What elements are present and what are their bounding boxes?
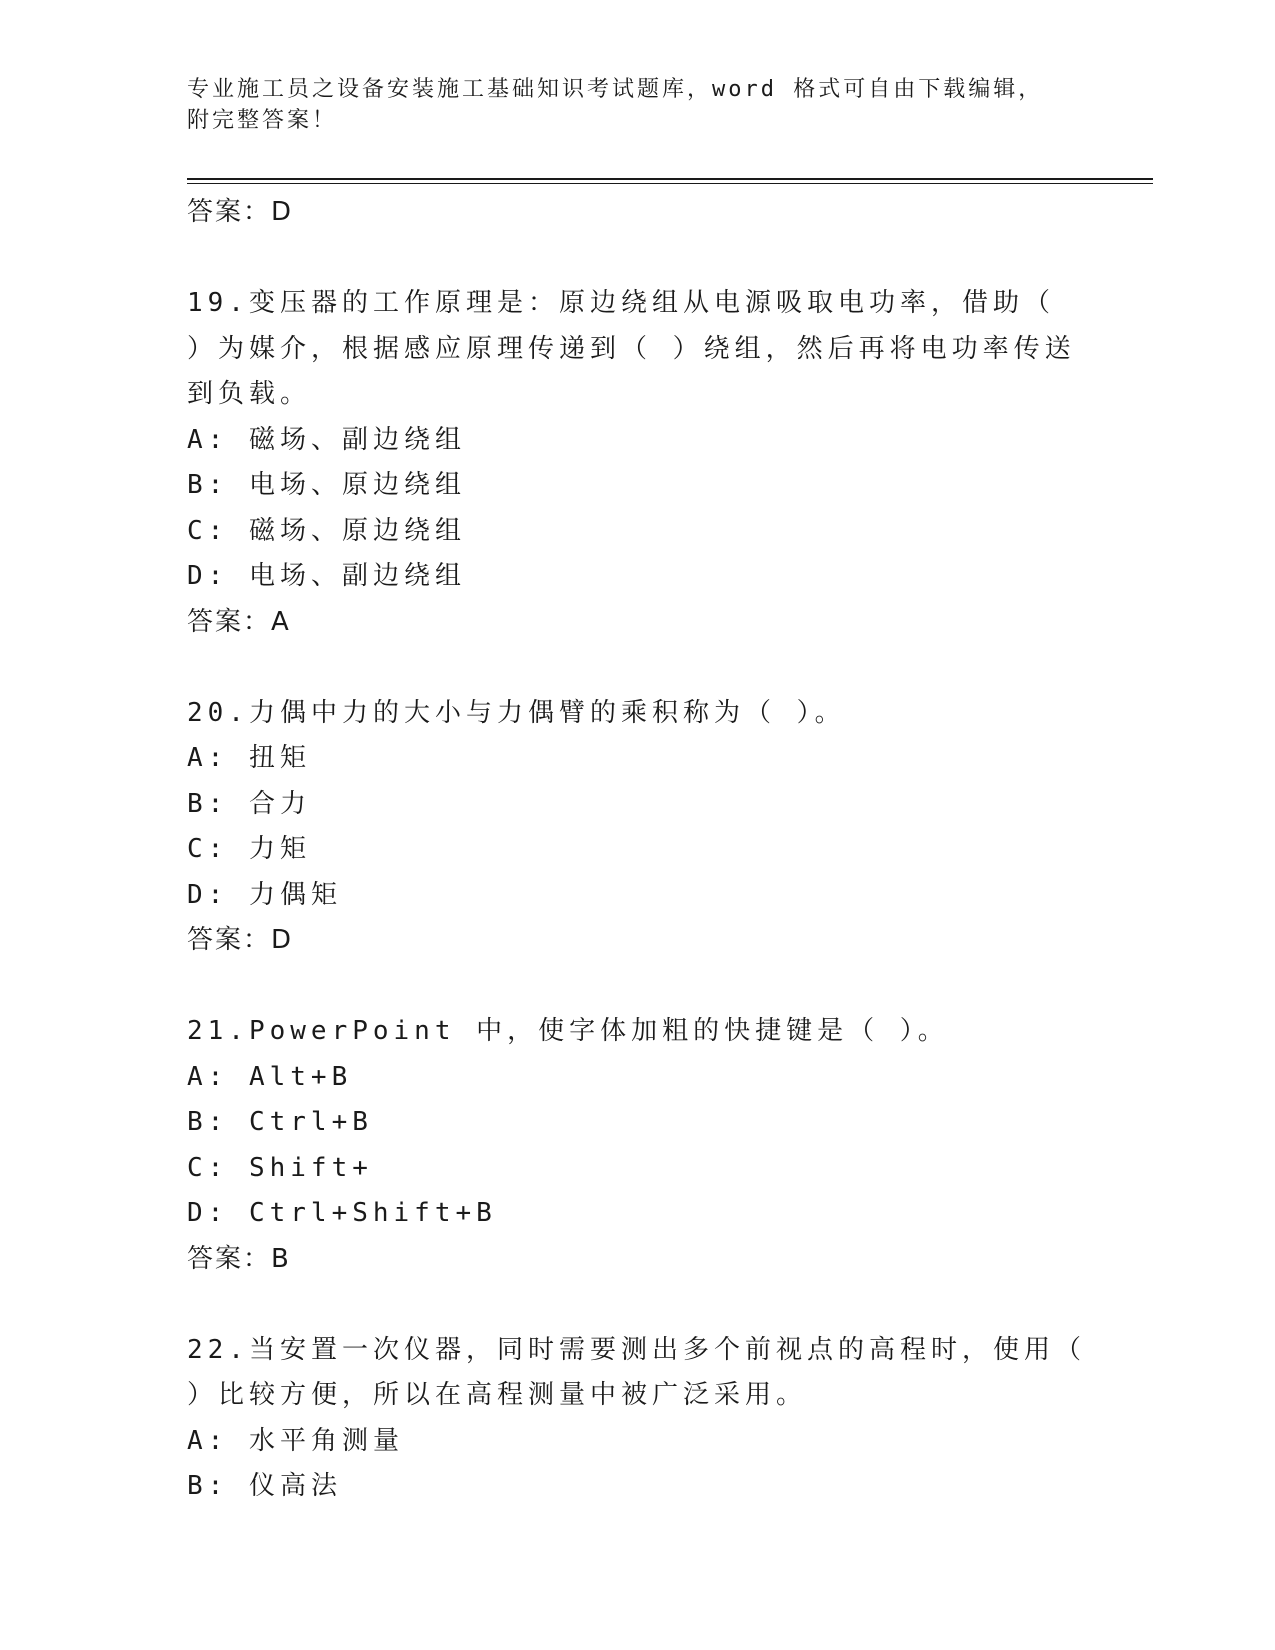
- header-divider-thin: [187, 183, 1153, 184]
- answer-line: 答案：B: [187, 1243, 291, 1274]
- question-stem: 21.PowerPoint 中，使字体加粗的快捷键是（ ）。: [187, 1016, 949, 1046]
- option-c: C: 力矩: [187, 834, 311, 864]
- option-d: D: Ctrl+Shift+B: [187, 1198, 497, 1228]
- option-c: C: Shift+: [187, 1152, 373, 1183]
- option-b: B: 合力: [187, 788, 311, 819]
- answer-line: 答案：D: [187, 925, 294, 955]
- question-list: [187, 190, 1087, 1510]
- option-c: C: 磁场、原边绕组: [187, 515, 466, 546]
- question-stem: 22.当安置一次仪器，同时需要测出多个前视点的高程时，使用（ ）比较方便，所以在高程测量中被广泛采用。: [187, 1334, 1086, 1410]
- option-a: A: 水平角测量: [187, 1425, 404, 1456]
- question-21: [187, 1009, 1087, 1281]
- option-b: B: 仪高法: [187, 1471, 342, 1501]
- option-b: B: 电场、原边绕组: [187, 470, 466, 500]
- option-d: D: 力偶矩: [187, 879, 342, 910]
- option-a: A: 磁场、副边绕组: [187, 424, 466, 455]
- option-b: B: Ctrl+B: [187, 1107, 373, 1137]
- answer-line: 答案：A: [187, 606, 291, 637]
- question-19: [187, 281, 1087, 644]
- document-header: 专业施工员之设备安装施工基础知识考试题库，word 格式可自由下载编辑，附完整答案！: [187, 77, 1044, 133]
- answer-line: 答案：D: [187, 197, 294, 227]
- question-stem: 20.力偶中力的大小与力偶臂的乘积称为（ ）。: [187, 697, 846, 728]
- question-stem: 19.变压器的工作原理是：原边绕组从电源吸取电功率，借助（ ）为媒介，根据感应原理传递到（ ）绕组，然后再将电功率传送到负载。: [187, 288, 1076, 409]
- question-22: [187, 1328, 1087, 1510]
- question-20: [187, 691, 1087, 963]
- option-a: A: 扭矩: [187, 743, 311, 773]
- option-a: A: Alt+B: [187, 1061, 353, 1092]
- header-divider: [187, 178, 1153, 180]
- option-d: D: 电场、副边绕组: [187, 561, 466, 591]
